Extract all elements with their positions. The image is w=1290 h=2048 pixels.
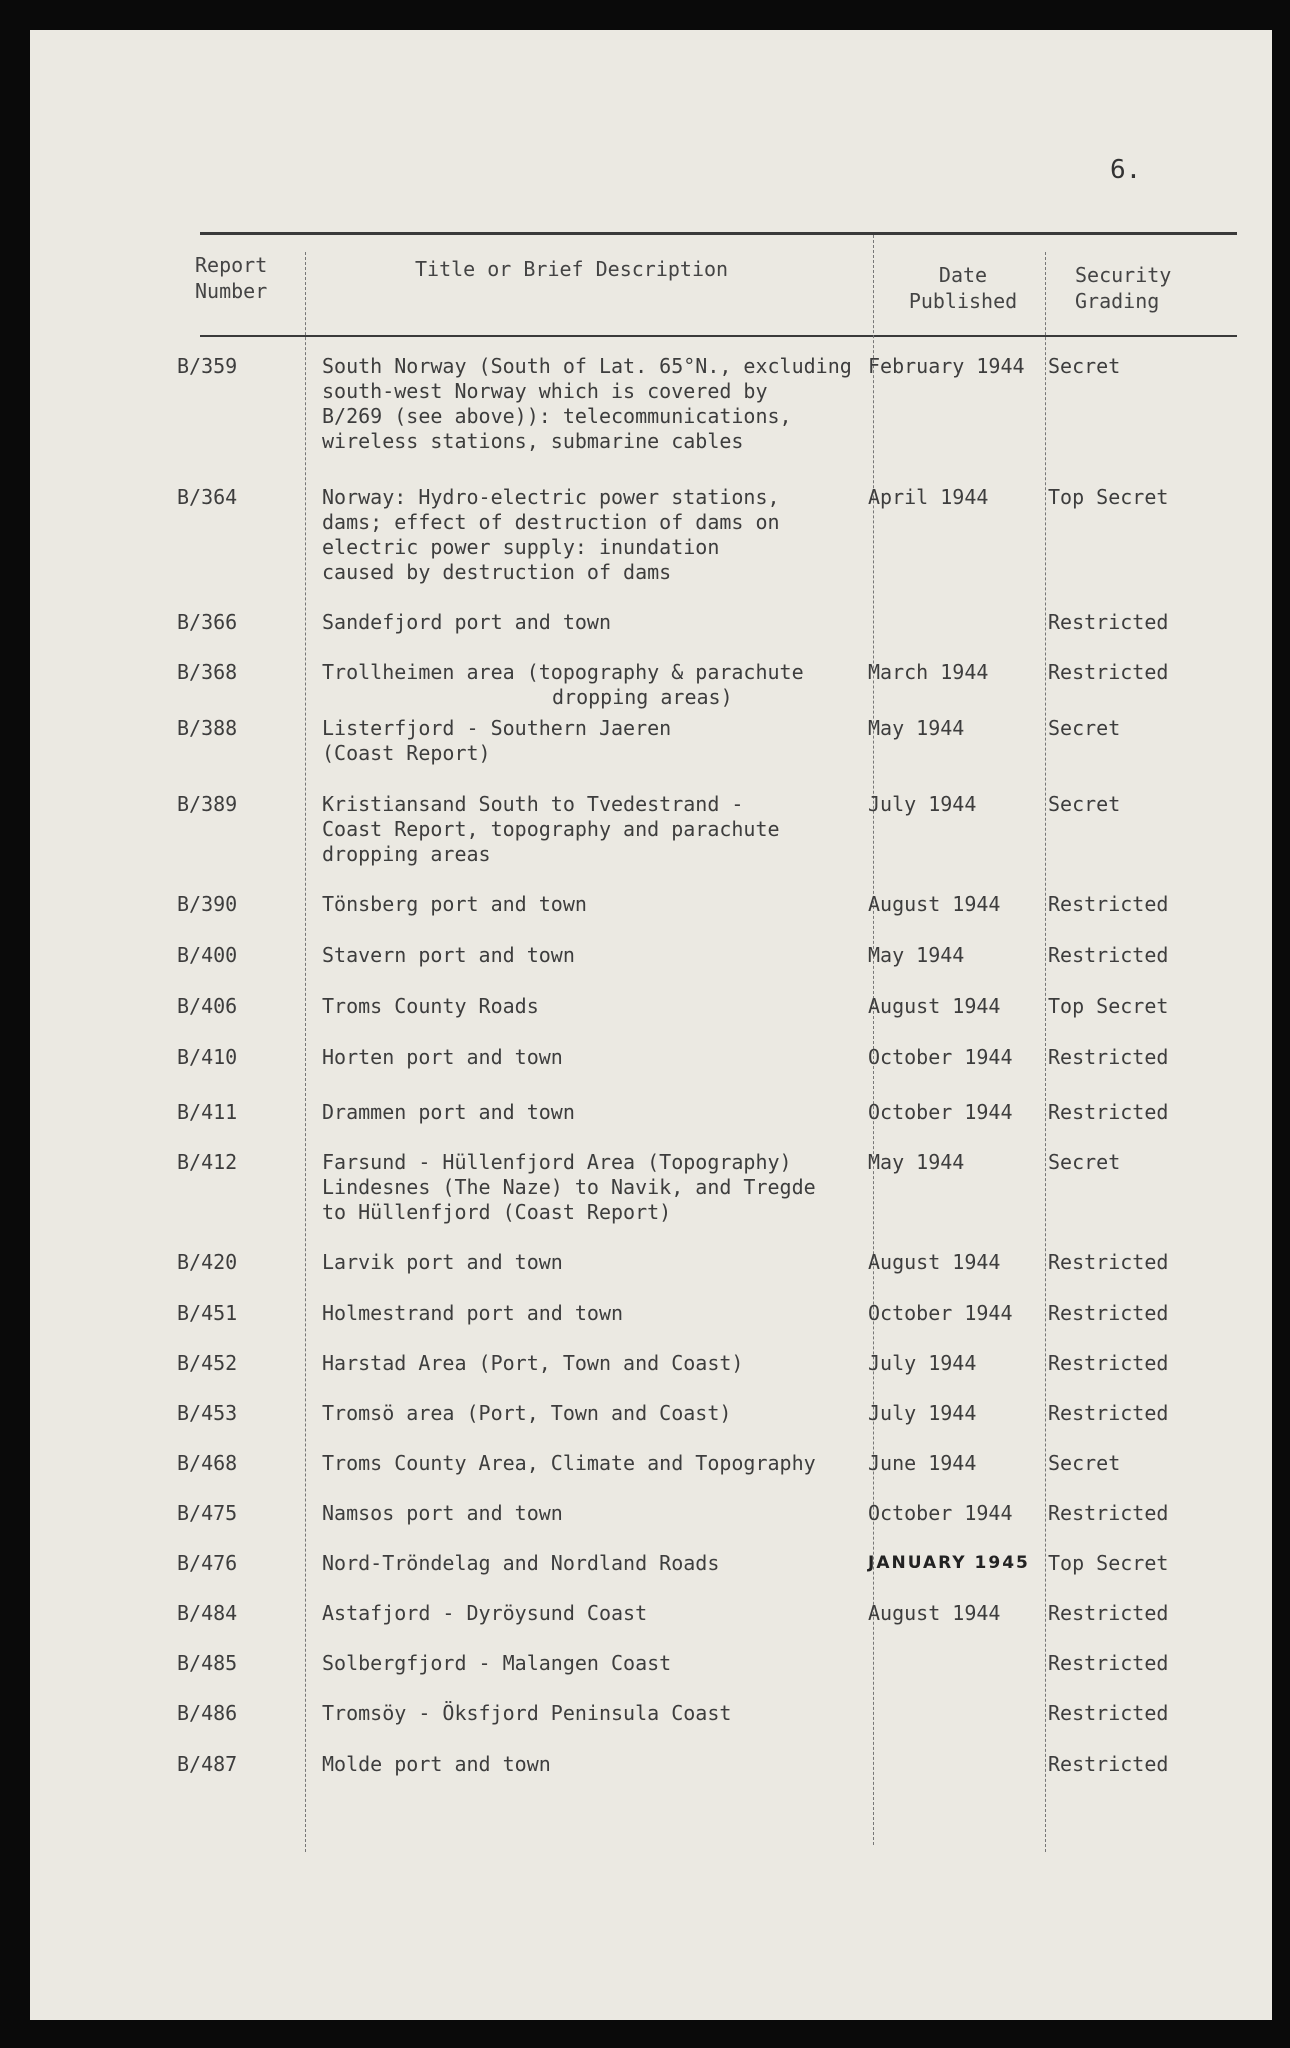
date-published: August 1944 — [868, 1250, 1001, 1274]
report-number: B/406 — [177, 994, 238, 1018]
date-published-handwritten: JANUARY 1945 — [868, 1553, 1030, 1573]
report-number: B/452 — [177, 1351, 238, 1375]
report-title: South Norway (South of Lat. 65°N., excluding south-west Norway which is covered by B/269 (see above)): telecommunications, wireless stations, submarine cables — [322, 354, 852, 453]
report-title: Sandefjord port and town — [322, 610, 611, 634]
report-number: B/487 — [177, 1752, 238, 1776]
security-grading: Restricted — [1048, 943, 1169, 967]
report-title: Listerfjord - Southern Jaeren (Coast Report) — [322, 716, 672, 765]
date-published: July 1944 — [868, 1351, 977, 1375]
security-grading: Restricted — [1048, 1601, 1169, 1625]
report-title: Stavern port and town — [322, 943, 575, 967]
report-number: B/453 — [177, 1401, 238, 1425]
date-published: May 1944 — [868, 943, 965, 967]
date-published: August 1944 — [868, 1601, 1001, 1625]
date-published: July 1944 — [868, 1401, 977, 1425]
date-published: June 1944 — [868, 1451, 977, 1475]
report-title: Kristiansand South to Tvedestrand - Coast Report, topography and parachute dropping areas — [322, 792, 780, 866]
security-grading: Restricted — [1048, 1701, 1169, 1725]
report-number: B/486 — [177, 1701, 238, 1725]
report-title: Tromsöy - Öksfjord Peninsula Coast — [322, 1701, 732, 1725]
report-number: B/412 — [177, 1150, 238, 1174]
report-number: B/366 — [177, 610, 238, 634]
security-grading: Restricted — [1048, 1250, 1169, 1274]
date-published: May 1944 — [868, 716, 965, 740]
report-number: B/388 — [177, 716, 238, 740]
report-title: Tromsö area (Port, Town and Coast) — [322, 1401, 732, 1425]
date-published: October 1944 — [868, 1045, 1013, 1069]
security-grading: Secret — [1048, 1451, 1121, 1475]
column-divider-3 — [1045, 252, 1046, 1852]
report-number: B/476 — [177, 1551, 238, 1575]
date-published: October 1944 — [868, 1501, 1013, 1525]
date-published: May 1944 — [868, 1150, 965, 1174]
report-number: B/389 — [177, 792, 238, 816]
report-number: B/475 — [177, 1501, 238, 1525]
security-grading: Restricted — [1048, 1501, 1169, 1525]
report-title: Molde port and town — [322, 1752, 551, 1776]
report-title: Larvik port and town — [322, 1250, 563, 1274]
header-bottom-rule — [200, 335, 1237, 337]
security-grading: Restricted — [1048, 1301, 1169, 1325]
column-divider-1 — [305, 252, 306, 1852]
date-published: April 1944 — [868, 485, 989, 509]
report-number: B/368 — [177, 660, 238, 684]
report-title: Norway: Hydro-electric power stations, dams; effect of destruction of dams on electric power supply: inundation caused by destruction of dams — [322, 485, 780, 584]
report-number: B/390 — [177, 892, 238, 916]
report-title: Troms County Area, Climate and Topography — [322, 1451, 816, 1475]
report-title: Namsos port and town — [322, 1501, 563, 1525]
security-grading: Secret — [1048, 354, 1121, 378]
report-number: B/485 — [177, 1651, 238, 1675]
security-grading: Secret — [1048, 792, 1121, 816]
report-title: Trollheimen area (topography & parachute dropping areas) — [322, 660, 804, 709]
security-grading: Restricted — [1048, 1651, 1169, 1675]
document-page — [30, 30, 1272, 2020]
report-number: B/484 — [177, 1601, 238, 1625]
report-title: Holmestrand port and town — [322, 1301, 624, 1325]
report-number: B/410 — [177, 1045, 238, 1069]
report-title: Solbergfjord - Malangen Coast — [322, 1651, 672, 1675]
security-grading: Top Secret — [1048, 1551, 1169, 1575]
security-grading: Restricted — [1048, 660, 1169, 684]
page-number: 6. — [1110, 155, 1142, 185]
header-date-published: Date Published — [908, 263, 1018, 313]
date-published: August 1944 — [868, 892, 1001, 916]
security-grading: Top Secret — [1048, 485, 1169, 509]
security-grading: Restricted — [1048, 1351, 1169, 1375]
security-grading: Restricted — [1048, 1401, 1169, 1425]
security-grading: Restricted — [1048, 1752, 1169, 1776]
security-grading: Top Secret — [1048, 994, 1169, 1018]
report-title: Drammen port and town — [322, 1100, 575, 1124]
report-title: Farsund - Hüllenfjord Area (Topography) Lindesnes (The Naze) to Navik, and Tregde to Hüllenfjord (Coast Report) — [322, 1150, 816, 1224]
report-number: B/364 — [177, 485, 238, 509]
header-report-number: Report Number — [195, 253, 268, 303]
security-grading: Restricted — [1048, 1045, 1169, 1069]
report-title: Troms County Roads — [322, 994, 539, 1018]
report-title: Harstad Area (Port, Town and Coast) — [322, 1351, 744, 1375]
report-title: Astafjord - Dyröysund Coast — [322, 1601, 648, 1625]
report-title: Horten port and town — [322, 1045, 563, 1069]
security-grading: Secret — [1048, 1150, 1121, 1174]
date-published: October 1944 — [868, 1301, 1013, 1325]
report-number: B/451 — [177, 1301, 238, 1325]
header-top-rule — [200, 232, 1237, 235]
security-grading: Restricted — [1048, 610, 1169, 634]
report-title: Tönsberg port and town — [322, 892, 587, 916]
date-published: July 1944 — [868, 792, 977, 816]
date-published: February 1944 — [868, 354, 1025, 378]
header-title: Title or Brief Description — [415, 257, 729, 281]
security-grading: Restricted — [1048, 1100, 1169, 1124]
report-title: Nord-Tröndelag and Nordland Roads — [322, 1551, 720, 1575]
report-number: B/420 — [177, 1250, 238, 1274]
date-published: October 1944 — [868, 1100, 1013, 1124]
header-security-grading: Security Grading — [1075, 263, 1172, 313]
security-grading: Secret — [1048, 716, 1121, 740]
date-published: August 1944 — [868, 994, 1001, 1018]
report-number: B/468 — [177, 1451, 238, 1475]
report-number: B/400 — [177, 943, 238, 967]
date-published: March 1944 — [868, 660, 989, 684]
report-number: B/411 — [177, 1100, 238, 1124]
security-grading: Restricted — [1048, 892, 1169, 916]
report-number: B/359 — [177, 354, 238, 378]
